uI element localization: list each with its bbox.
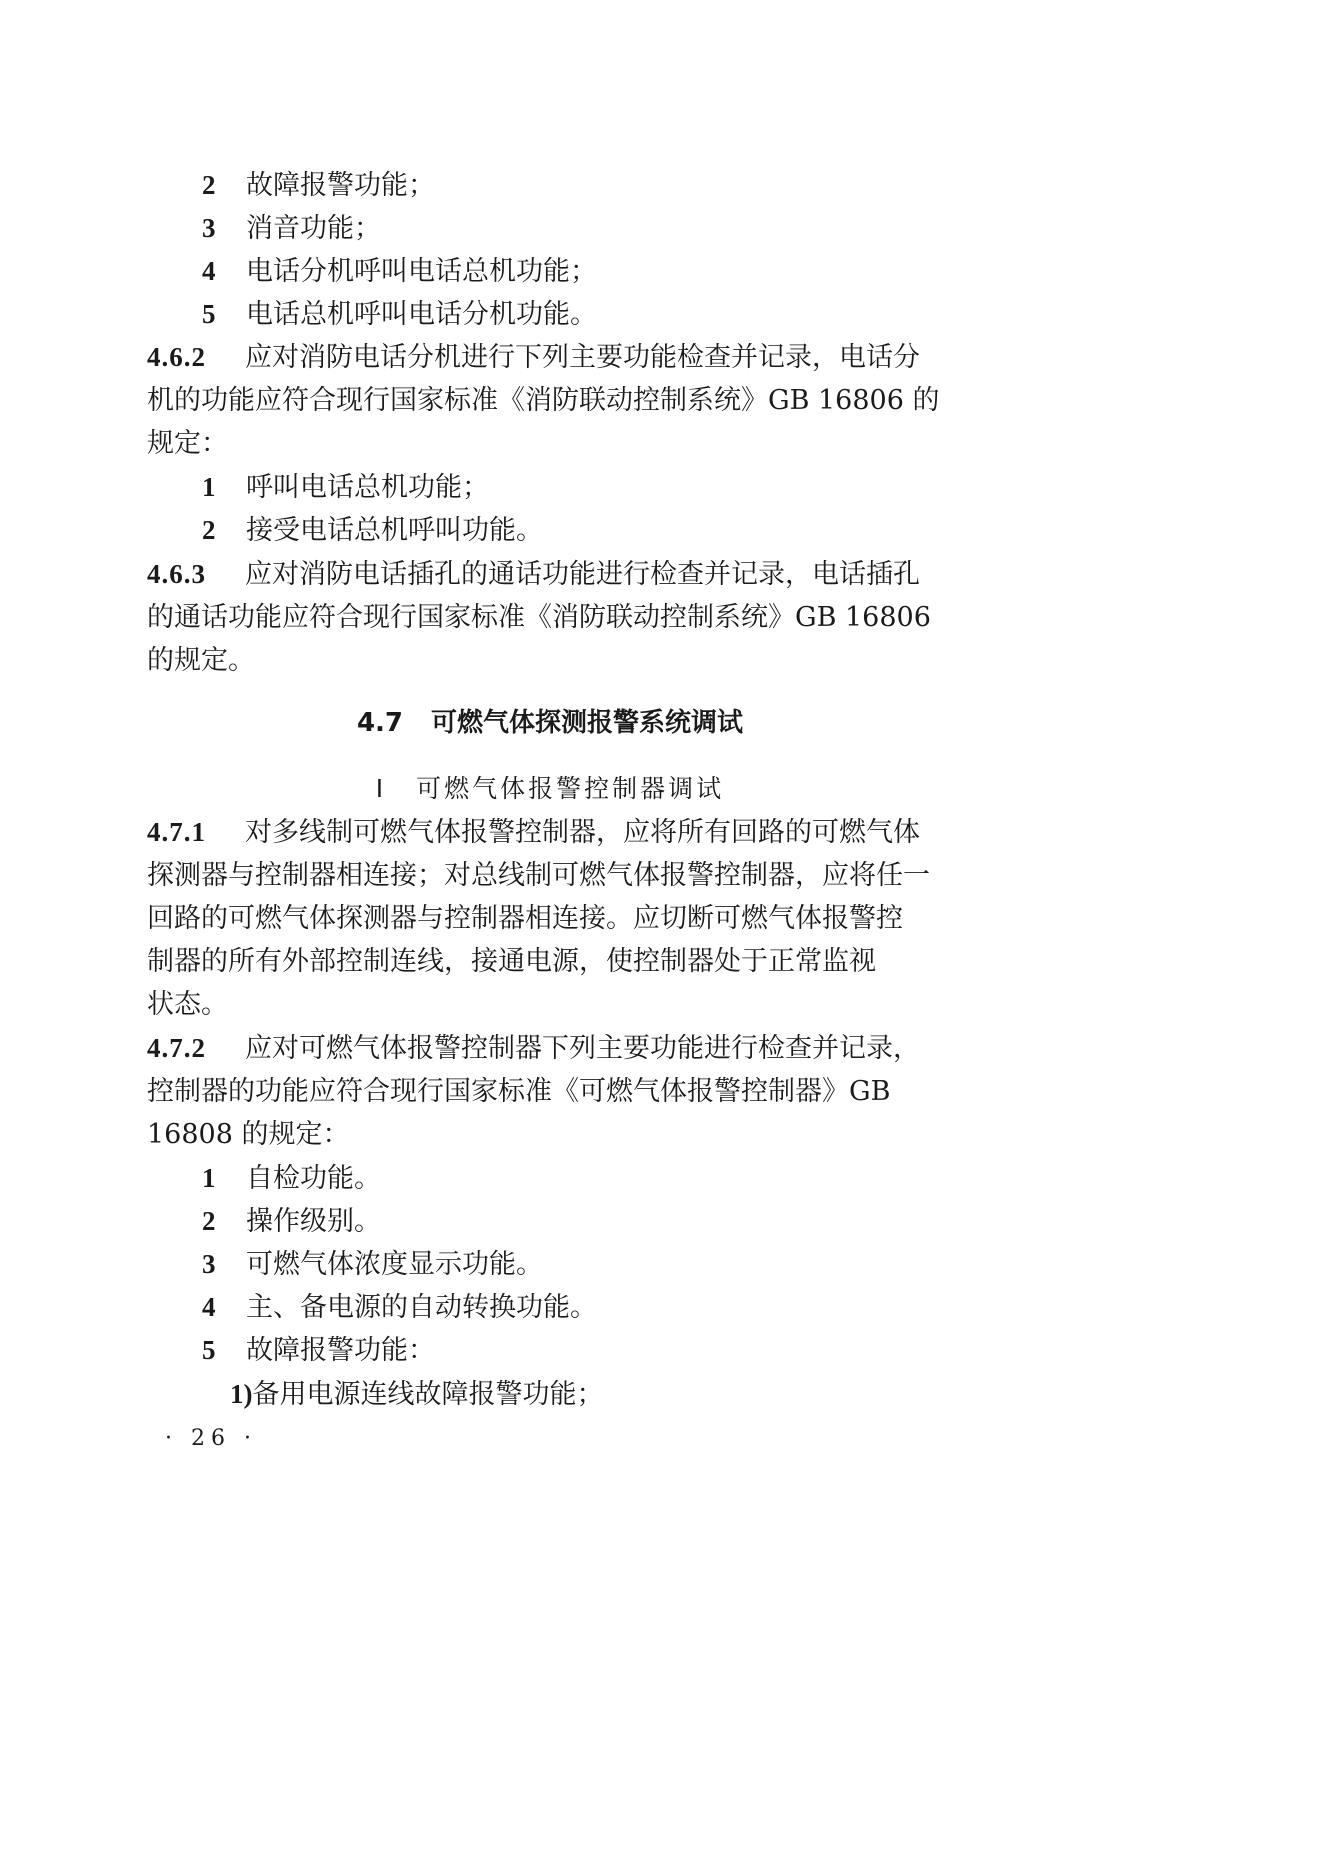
- list-item: [202, 258, 597, 285]
- item-number: 4: [202, 1292, 216, 1322]
- clause-text-line: 制器的所有外部控制连线，接通电源，使控制器处于正常监视: [147, 946, 876, 977]
- clause-text-line: 探测器与控制器相连接；对总线制可燃气体报警控制器，应将任一: [147, 860, 930, 891]
- page-number: · 26 ·: [165, 1426, 257, 1451]
- clause-4-7-1: [147, 819, 920, 846]
- clause-text-line: 控制器的功能应符合现行国家标准《可燃气体报警控制器》GB: [147, 1076, 891, 1107]
- list-item: [202, 215, 381, 242]
- item-text: 操作级别。: [246, 1206, 381, 1237]
- item-number: 2: [202, 1206, 216, 1236]
- item-number: 2: [202, 170, 216, 200]
- subsection-title: [0, 776, 1100, 802]
- item-number: 5: [202, 299, 216, 329]
- clause-text: 应对可燃气体报警控制器下列主要功能进行检查并记录，: [245, 1033, 920, 1064]
- list-item: [202, 1251, 543, 1278]
- sub-item-number: 1): [230, 1379, 253, 1409]
- clause-text: 应对消防电话插孔的通话功能进行检查并记录，电话插孔: [245, 559, 920, 590]
- subsection-number: Ⅰ: [375, 776, 387, 803]
- clause-4-6-2: [147, 344, 920, 371]
- item-text: 故障报警功能；: [246, 170, 435, 201]
- clause-text: 对多线制可燃气体报警控制器，应将所有回路的可燃气体: [245, 817, 920, 848]
- clause-text: 应对消防电话分机进行下列主要功能检查并记录，电话分: [245, 342, 920, 373]
- item-text: 故障报警功能：: [246, 1335, 435, 1366]
- clause-text-line: 机的功能应符合现行国家标准《消防联动控制系统》GB 16806 的: [147, 385, 940, 416]
- clause-text-line: 16808 的规定：: [147, 1119, 350, 1150]
- item-text: 呼叫电话总机功能；: [246, 472, 489, 503]
- item-number: 1: [202, 1163, 216, 1193]
- section-title-text: 可燃气体探测报警系统调试: [431, 708, 744, 738]
- clause-text-line: 规定：: [147, 428, 228, 459]
- list-item: [202, 301, 597, 328]
- item-text: 可燃气体浓度显示功能。: [246, 1249, 543, 1280]
- item-text: 自检功能。: [246, 1163, 381, 1194]
- item-text: 电话分机呼叫电话总机功能；: [246, 256, 597, 287]
- clause-number: 4.6.3: [147, 559, 206, 589]
- item-number: 3: [202, 213, 216, 243]
- list-item: [202, 474, 489, 501]
- clause-text-line: 的规定。: [147, 645, 255, 676]
- item-number: 4: [202, 256, 216, 286]
- item-text: 接受电话总机呼叫功能。: [246, 515, 543, 546]
- item-text: 电话总机呼叫电话分机功能。: [246, 299, 597, 330]
- item-number: 2: [202, 515, 216, 545]
- clause-number: 4.7.2: [147, 1033, 206, 1063]
- list-item: [202, 172, 435, 199]
- subsection-title-text: 可燃气体报警控制器调试: [416, 774, 725, 803]
- clause-text-line: 回路的可燃气体探测器与控制器相连接。应切断可燃气体报警控: [147, 903, 903, 934]
- item-text: 消音功能；: [246, 213, 381, 244]
- item-number: 1: [202, 472, 216, 502]
- list-item: [202, 1165, 381, 1192]
- sub-item-text: 备用电源连线故障报警功能；: [252, 1379, 604, 1410]
- sub-list-item: [230, 1381, 604, 1408]
- list-item: [202, 1294, 597, 1321]
- clause-4-7-2: [147, 1035, 920, 1062]
- section-number: 4.7: [356, 708, 404, 738]
- list-item: [202, 1208, 381, 1235]
- clause-4-6-3: [147, 561, 920, 588]
- clause-number: 4.6.2: [147, 342, 206, 372]
- clause-text-line: 状态。: [147, 989, 228, 1020]
- clause-number: 4.7.1: [147, 817, 206, 847]
- item-text: 主、备电源的自动转换功能。: [246, 1292, 597, 1323]
- list-item: [202, 1337, 435, 1364]
- item-number: 5: [202, 1335, 216, 1365]
- item-number: 3: [202, 1249, 216, 1279]
- list-item: [202, 517, 543, 544]
- section-title: [0, 710, 1100, 736]
- clause-text-line: 的通话功能应符合现行国家标准《消防联动控制系统》GB 16806: [147, 602, 931, 633]
